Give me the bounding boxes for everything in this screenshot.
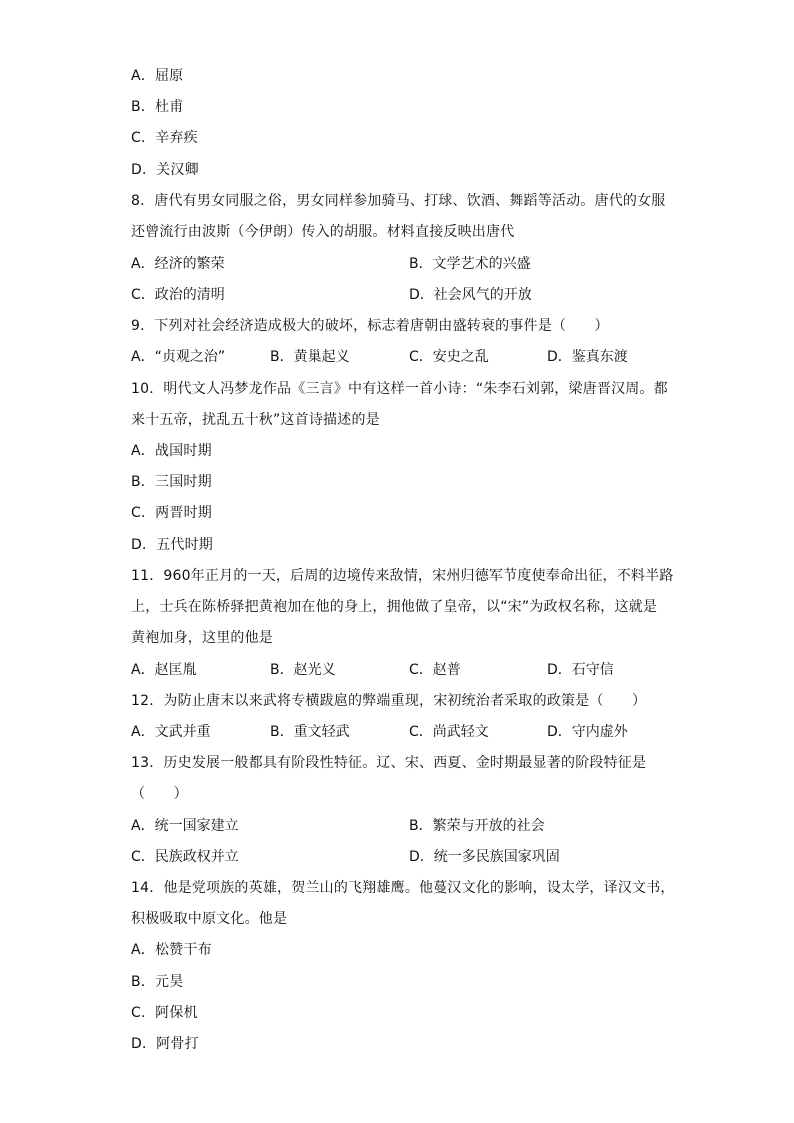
q8-stem-line-2: 还曾流行由波斯（今伊朗）传入的胡服。材料直接反映出唐代 (131, 224, 515, 240)
q14-option-a: A．松赞干布 (131, 942, 212, 958)
q14-option-c: C．阿保机 (131, 1005, 198, 1021)
q8-option-d: D．社会风气的开放 (409, 287, 532, 303)
q12-option-b: B．重文轻武 (270, 724, 350, 740)
q10-stem-line-2: 来十五帝，扰乱五十秋”这首诗描述的是 (131, 412, 380, 428)
q10-option-a: A．战国时期 (131, 443, 212, 459)
q9-option-c: C．安史之乱 (409, 349, 489, 365)
q11-stem-line-2: 上，士兵在陈桥驿把黄袍加在他的身上，拥他做了皇帝，以“宋”为政权名称，这就是 (131, 599, 658, 615)
q13-stem-line-1: 13．历史发展一般都具有阶段性特征。辽、宋、西夏、金时期最显著的阶段特征是 (131, 755, 647, 771)
q9-stem: 9．下列对社会经济造成极大的破坏，标志着唐朝由盛转衰的事件是（ ） (131, 318, 609, 334)
q13-option-d: D．统一多民族国家巩固 (409, 849, 560, 865)
q13-option-c: C．民族政权并立 (131, 849, 239, 865)
q11-option-c: C．赵普 (409, 662, 461, 678)
q7-option-d: D．关汉卿 (131, 162, 199, 178)
q8-stem-line-1: 8．唐代有男女同服之俗，男女同样参加骑马、打球、饮酒、舞蹈等活动。唐代的女服 (131, 193, 666, 209)
q14-stem-line-2: 积极吸取中原文化。他是 (131, 911, 288, 927)
q9-option-a: A．“贞观之治” (131, 349, 226, 365)
q7-option-c: C．辛弃疾 (131, 130, 198, 146)
q8-option-b: B．文学艺术的兴盛 (409, 256, 531, 272)
q11-stem-line-3: 黄袍加身，这里的他是 (131, 630, 273, 646)
q11-option-b: B．赵光义 (270, 662, 336, 678)
q13-option-b: B．繁荣与开放的社会 (409, 818, 545, 834)
q8-option-c: C．政治的清明 (131, 287, 225, 303)
q12-stem: 12．为防止唐末以来武将专横跋扈的弊端重现，宋初统治者采取的政策是（ ） (131, 693, 647, 709)
q7-option-a: A．屈原 (131, 68, 184, 84)
q9-option-d: D．鉴真东渡 (547, 349, 628, 365)
q14-option-d: D．阿骨打 (131, 1036, 199, 1052)
q14-stem-line-1: 14．他是党项族的英雄，贺兰山的飞翔雄鹰。他蔓汉文化的影响，设太学，译汉文书， (131, 880, 675, 896)
q14-option-b: B．元昊 (131, 974, 184, 990)
q8-option-a: A．经济的繁荣 (131, 256, 225, 272)
q10-option-c: C．两晋时期 (131, 505, 212, 521)
q13-stem-line-2: （ ） (131, 786, 188, 802)
q10-stem-line-1: 10．明代文人冯梦龙作品《三言》中有这样一首小诗：“朱李石刘郭，梁唐晋汉周。都 (131, 381, 668, 397)
q9-option-b: B．黄巢起义 (270, 349, 350, 365)
q12-option-a: A．文武并重 (131, 724, 211, 740)
q12-option-c: C．尚武轻文 (409, 724, 489, 740)
q12-option-d: D．守内虚外 (547, 724, 628, 740)
q10-option-d: D．五代时期 (131, 537, 213, 553)
q11-option-a: A．赵匡胤 (131, 662, 197, 678)
q7-option-b: B．杜甫 (131, 99, 184, 115)
q11-stem-line-1: 11．960年正月的一天，后周的边境传来敌情，宋州归德军节度使奉命出征，不料半路 (131, 568, 674, 584)
q10-option-b: B．三国时期 (131, 474, 212, 490)
q13-option-a: A．统一国家建立 (131, 818, 239, 834)
q11-option-d: D．石守信 (547, 662, 614, 678)
